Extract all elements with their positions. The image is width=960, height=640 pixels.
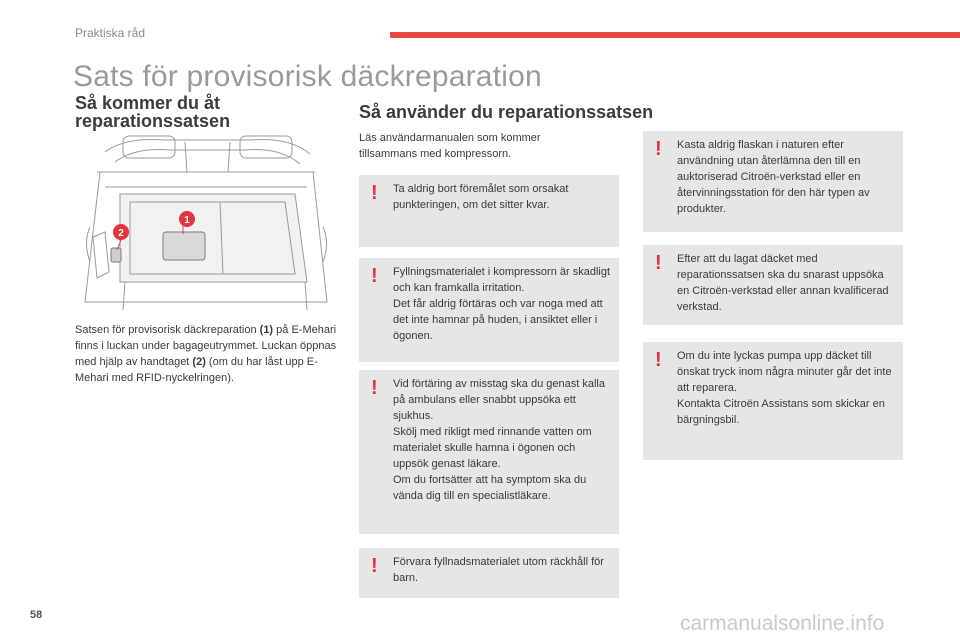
access-kit-heading: Så kommer du åt reparationssatsen [75,93,231,131]
warning-text: Ta aldrig bort föremålet som orsakat punkteringen, om det sitter kvar. [393,183,569,211]
warning-text: Om du inte lyckas pumpa upp däcket till önskat tryck inom några minuter går det inte att reparera. Kontakta Citroën Assistans som skickar en bärgningsbil. [677,350,892,426]
warning-box [359,370,619,534]
warning-icon: ! [371,377,378,399]
text-segment: på E-Mehari finns i luckan under bagageutrymmet. Luckan öppnas med hjälp av handtaget [75,324,337,368]
callout-1-label: 1 [184,215,190,226]
intro-text: Läs användarmanualen som kommer tillsammans med kompressorn. [359,132,541,160]
warning-icon: ! [371,265,378,287]
warning-box [359,548,619,598]
trunk-illustration [75,132,337,315]
page-number: 58 [30,609,43,621]
use-kit-heading: Så använder du reparationssatsen [359,102,654,122]
text-segment: Satsen för provisorisk däckreparation [75,324,260,336]
watermark: carmanualsonline.info [680,612,885,635]
header-accent-bar [390,32,960,38]
warning-text: Kasta aldrig flaskan i naturen efter användning utan återlämna den till en auktoriserad Citroën-verkstad eller en återvinningsstation för den här typen av produkter. [677,139,870,215]
warning-text: Efter att du lagat däcket med reparationssatsen ska du snarast uppsöka en Citroën-verkstad eller annan kvalificerad verkstad. [677,253,889,313]
callout-ref-2: (2) [192,356,206,368]
warning-icon: ! [655,252,662,274]
trunk-drawing [75,132,337,315]
warning-box [643,245,903,325]
callout-ref-1: (1) [259,324,274,336]
warning-text: Förvara fyllnadsmaterialet utom räckhåll för barn. [393,556,604,584]
section-header: Praktiska råd [75,26,146,40]
warning-icon: ! [371,555,378,577]
warning-icon: ! [655,138,662,160]
warning-box [643,131,903,232]
warning-icon: ! [655,349,662,371]
warning-text: Fyllningsmaterialet i kompressorn är skadligt och kan framkalla irritation. Det får aldrig förtäras och var noga med att det inte hamnar på huden, i ansiktet eller i ögonen. [393,266,611,342]
warning-box [359,175,619,247]
page-title: Sats för provisorisk däckreparation [73,60,542,93]
warning-box [643,342,903,460]
warning-icon: ! [371,182,378,204]
access-kit-text [75,322,340,386]
text-segment: (om du har låst upp E-Mehari med RFID-nyckelringen). [75,356,318,384]
warning-box [359,258,619,362]
callout-2-label: 2 [118,228,124,239]
warning-text: Vid förtäring av misstag ska du genast kalla på ambulans eller snabbt uppsöka ett sjukhus. Skölj med rikligt med rinnande vatten om materialet skulle hamna i ögonen och uppsök genast läkare. Om du fortsätter att ha symptom ska du vända dig till en specialistläkare. [393,378,605,502]
